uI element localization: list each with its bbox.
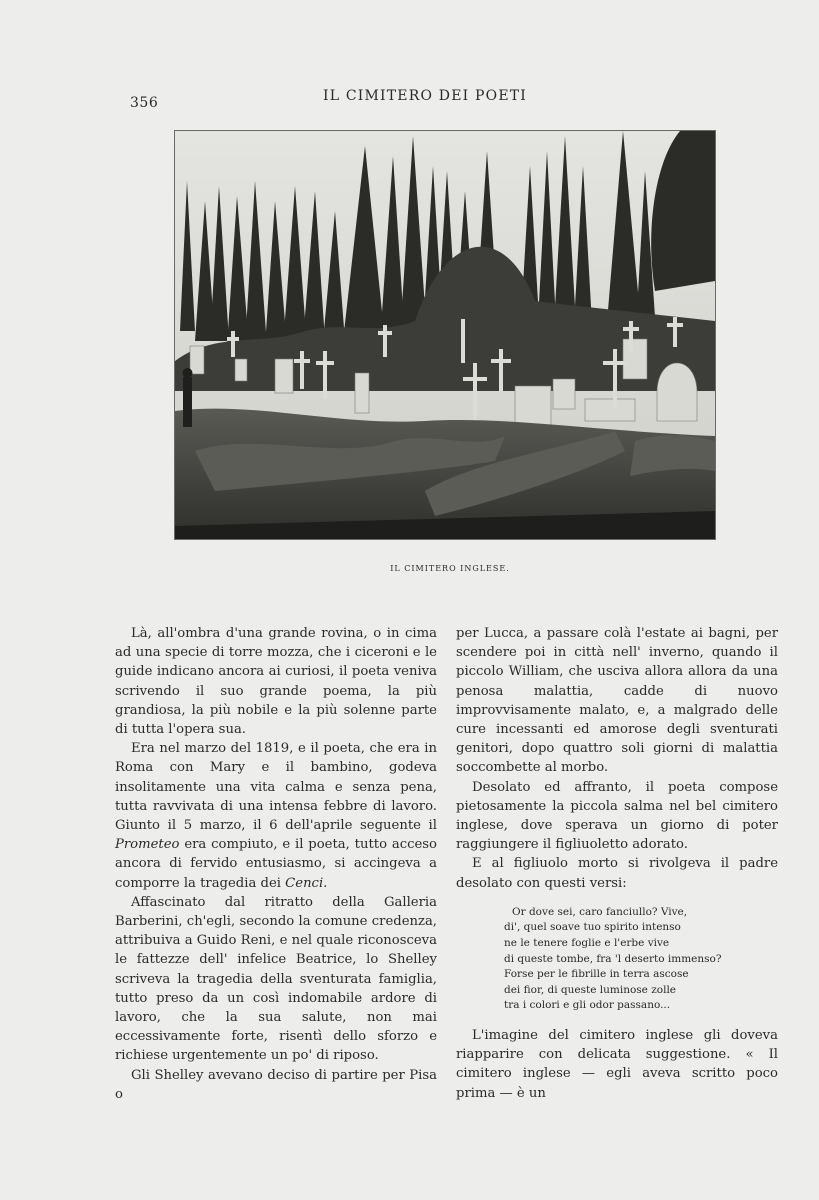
running-title: IL CIMITERO DEI POETI bbox=[322, 88, 528, 104]
paragraph: Affascinato dal ritratto della Galleria Barberini, ch'egli, secondo la comune credenza, attribuiva a Guido Reni, e nel quale riconosceva le fattezze dell' infelice Beatrice, lo Shelley scriveva la tragedia della sventurata famiglia, tutto preso da un così indomabile ardore di lavoro, che la sua salute, non mai eccessivamente forte, risentì dello sforzo e richiese urgentemente un po' di riposo. bbox=[115, 894, 437, 1064]
poem-verses bbox=[504, 905, 778, 1014]
poem-line: tra i colori e gli odor passano... bbox=[504, 999, 671, 1012]
italic-title-prometeo: Prometeo bbox=[115, 837, 180, 853]
page-number: 356 bbox=[130, 95, 159, 111]
paragraph: L'imagine del cimitero inglese gli doveva riapparire con delicata suggestione. « Il cimitero inglese — egli aveva scritto poco prima — è un bbox=[456, 1028, 778, 1101]
paragraph: Era nel marzo del 1819, e il poeta, che era in Roma con Mary e il bambino, godeva insolitamente una vita calma e senza pena, tutta ravvivata di una intensa febbre di lavoro. Giunto il 5 marzo, il 6 dell'aprile seguente il Prometeo era compiuto, e il poeta, tutto acceso ancora di fervido entusiasmo, si accingeva a comporre la tragedia dei Cenci. bbox=[115, 741, 437, 891]
poem-line: ne le tenere foglie e l'erbe vive bbox=[504, 937, 670, 950]
poem-line: di queste tombe, fra 'l deserto immenso? bbox=[504, 952, 722, 965]
poem-line: di', quel soave tuo spirito intenso bbox=[504, 921, 681, 934]
poem-line: Forse per le fibrille in terra ascose bbox=[504, 968, 689, 981]
italic-title-cenci: Cenci bbox=[285, 875, 324, 891]
poem-line: Or dove sei, caro fanciullo? Vive, bbox=[512, 905, 688, 918]
left-column bbox=[115, 624, 437, 1104]
cemetery-photograph bbox=[174, 130, 716, 540]
paragraph: Gli Shelley avevano deciso di partire per Pisa o bbox=[115, 1067, 437, 1102]
paragraph: Desolato ed affranto, il poeta compose pietosamente la piccola salma nel bel cimitero inglese, dove sperava un giorno di poter raggiungere il figliuoletto adorato. bbox=[456, 779, 778, 853]
paragraph: Là, all'ombra d'una grande rovina, o in cima ad una specie di torre mozza, che i ciceroni e le guide indicano ancora ai curiosi, il poeta veniva scrivendo il suo grande poema, la più grandiosa, la più nobile e la più solenne parte di tutta l'opera sua. bbox=[115, 626, 437, 738]
photo-caption: IL CIMITERO INGLESE. bbox=[390, 564, 510, 573]
right-column bbox=[456, 624, 778, 1103]
paragraph: per Lucca, a passare colà l'estate ai bagni, per scendere poi in città nell' inverno, quando il piccolo William, che usciva allora allora da una penosa malattia, cadde di nuovo improvvisamente malato, e, a malgrado delle cure incessanti ed amorose degli sventurati genitori, dopo quattro soli giorni di malattia soccombette al morbo. bbox=[456, 626, 778, 776]
paragraph: E al figliuolo morto si rivolgeva il padre desolato con questi versi: bbox=[456, 856, 778, 891]
poem-line: dei fior, di queste luminose zolle bbox=[504, 983, 677, 996]
